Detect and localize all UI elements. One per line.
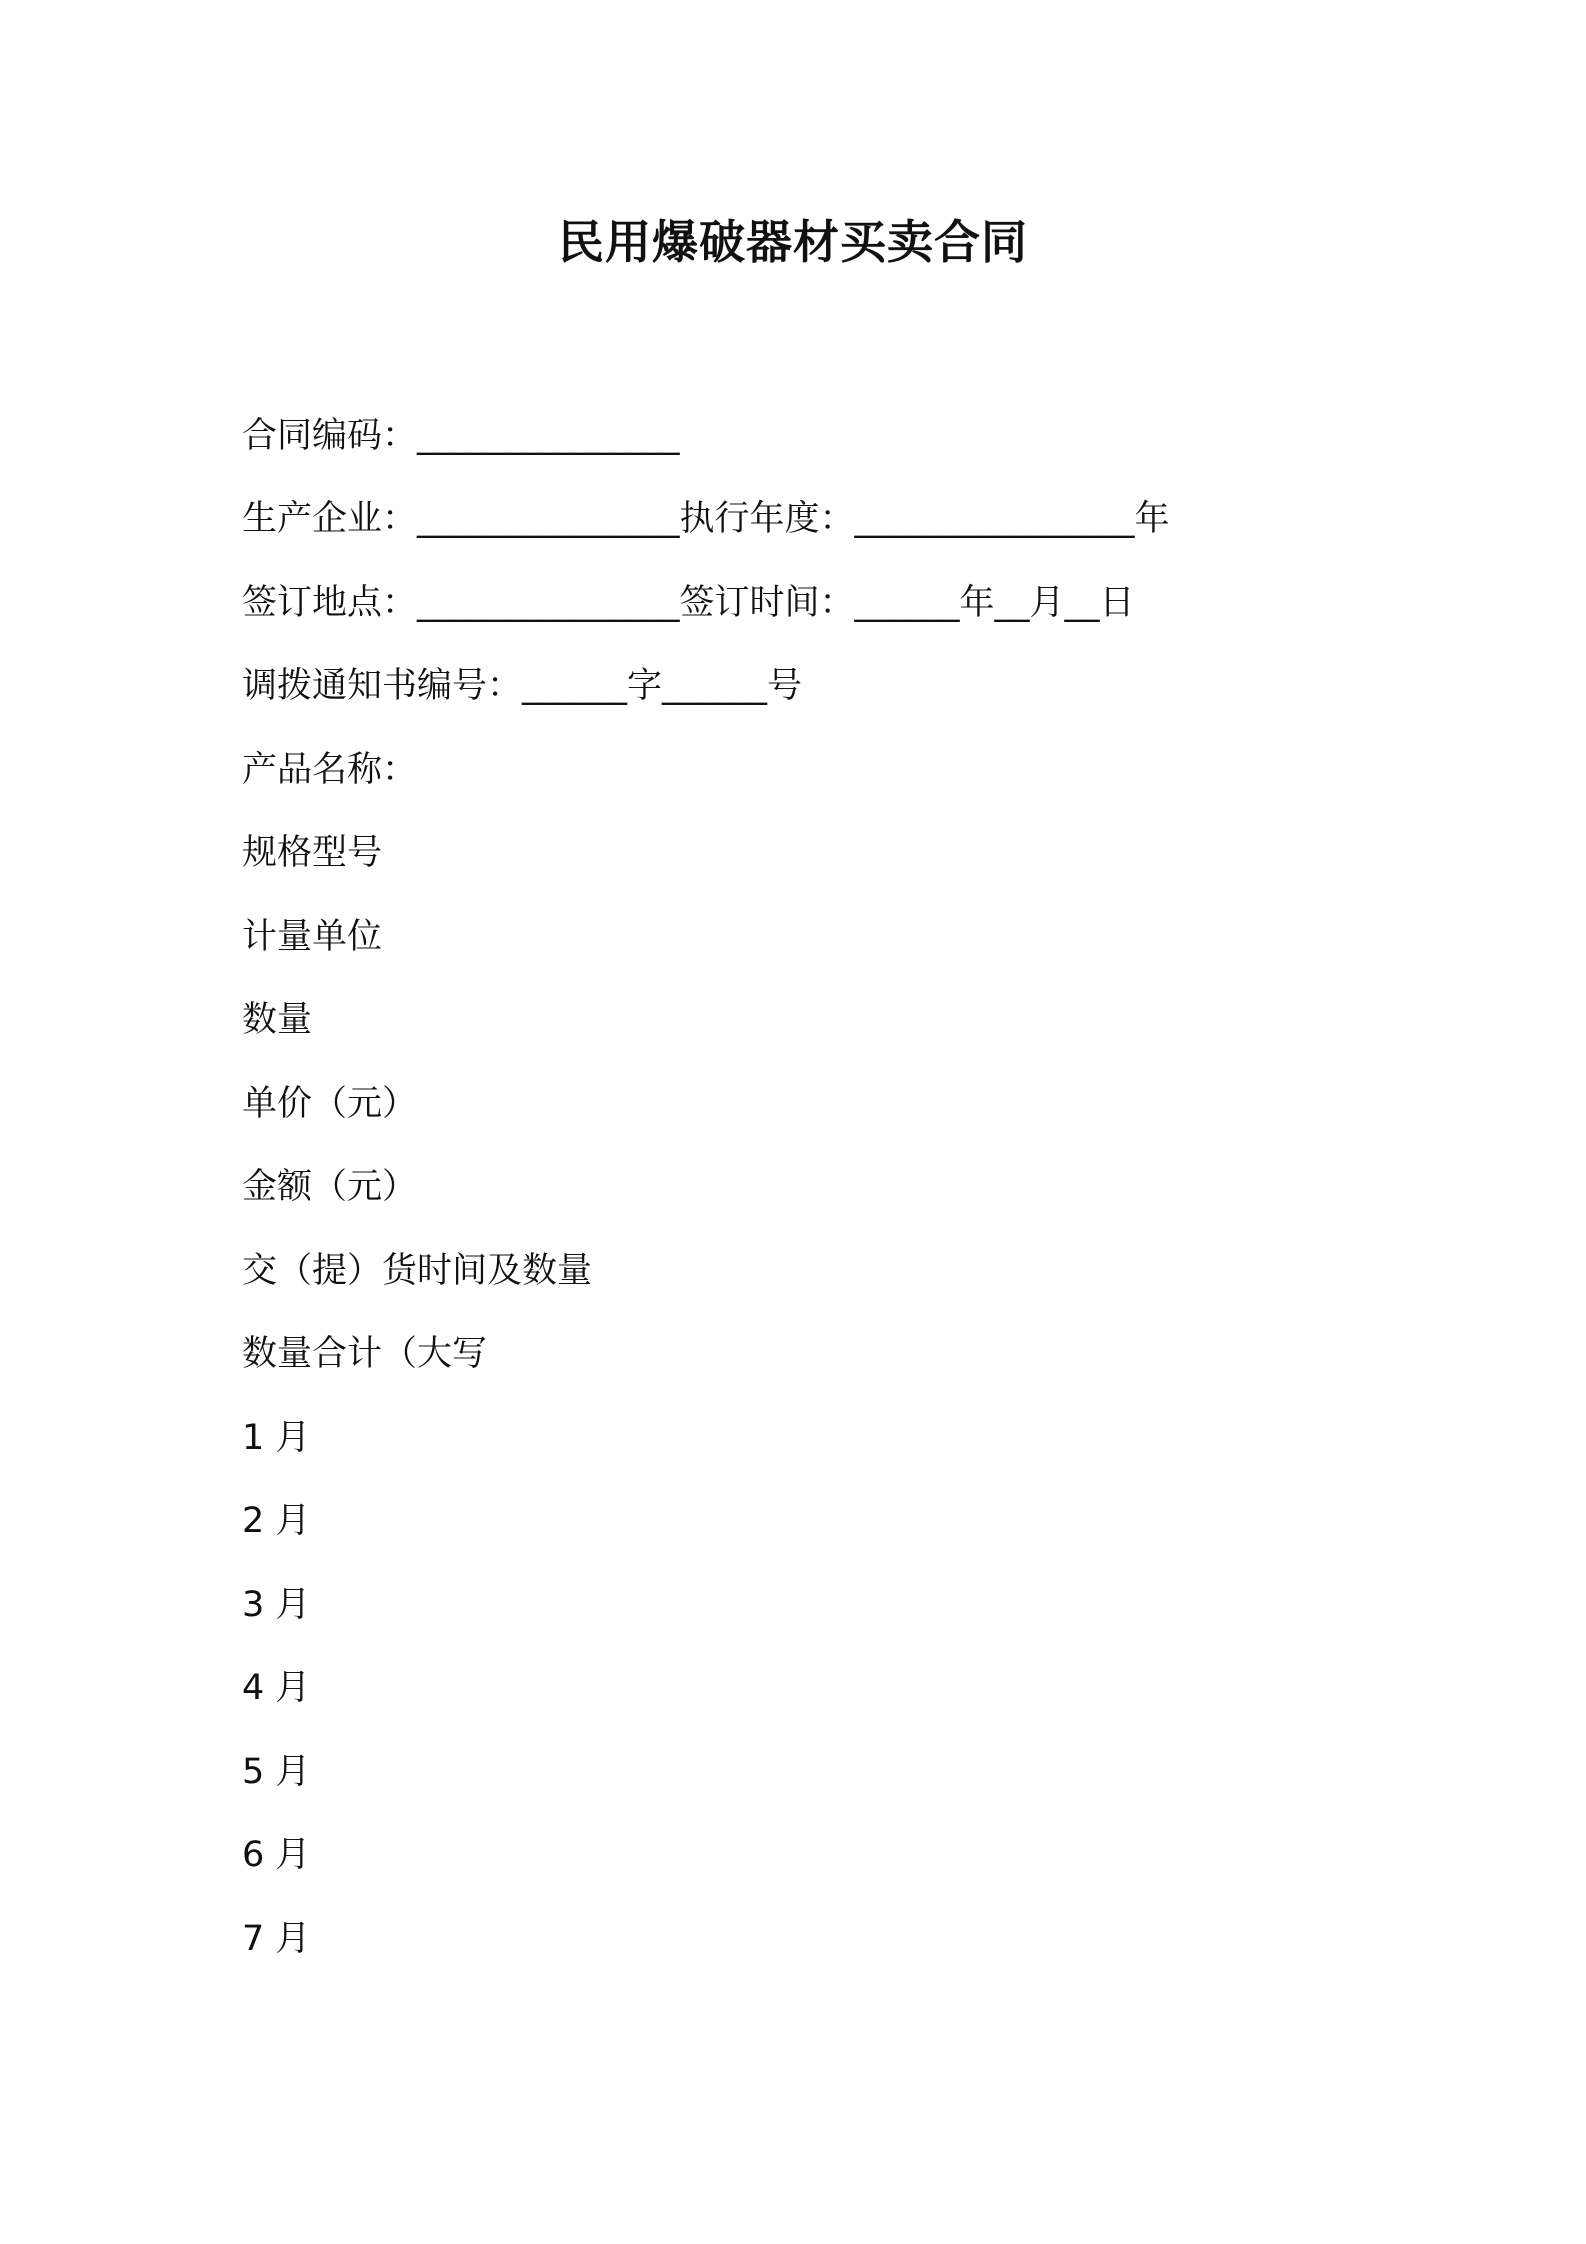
document-title: 民用爆破器材买卖合同: [558, 215, 1028, 269]
month-2-line: 2 月: [242, 1501, 311, 1541]
amount-line: 金额（元）: [242, 1167, 418, 1207]
spec-model-line: 规格型号: [242, 833, 383, 873]
unit-price-line: 单价（元）: [242, 1084, 418, 1124]
month-5-line: 5 月: [242, 1752, 311, 1792]
unit-line: 计量单位: [242, 917, 383, 957]
producer-year-line: 生产企业：_______________执行年度：________________年: [242, 499, 1170, 539]
month-6-line: 6 月: [242, 1835, 311, 1875]
quantity-total-line: 数量合计（大写: [242, 1334, 488, 1374]
month-4-line: 4 月: [242, 1668, 311, 1708]
month-3-line: 3 月: [242, 1585, 311, 1625]
delivery-time-line: 交（提）货时间及数量: [242, 1251, 593, 1291]
contract-number-line: 合同编码：_______________: [242, 416, 680, 456]
allocation-notice-line: 调拨通知书编号：______字______号: [242, 666, 803, 706]
sign-place-time-line: 签订地点：_______________签订时间：______年__月__日: [242, 583, 1135, 623]
month-7-line: 7 月: [242, 1919, 311, 1959]
quantity-line: 数量: [242, 1000, 313, 1040]
month-1-line: 1 月: [242, 1418, 311, 1458]
product-name-line: 产品名称：: [242, 750, 418, 790]
